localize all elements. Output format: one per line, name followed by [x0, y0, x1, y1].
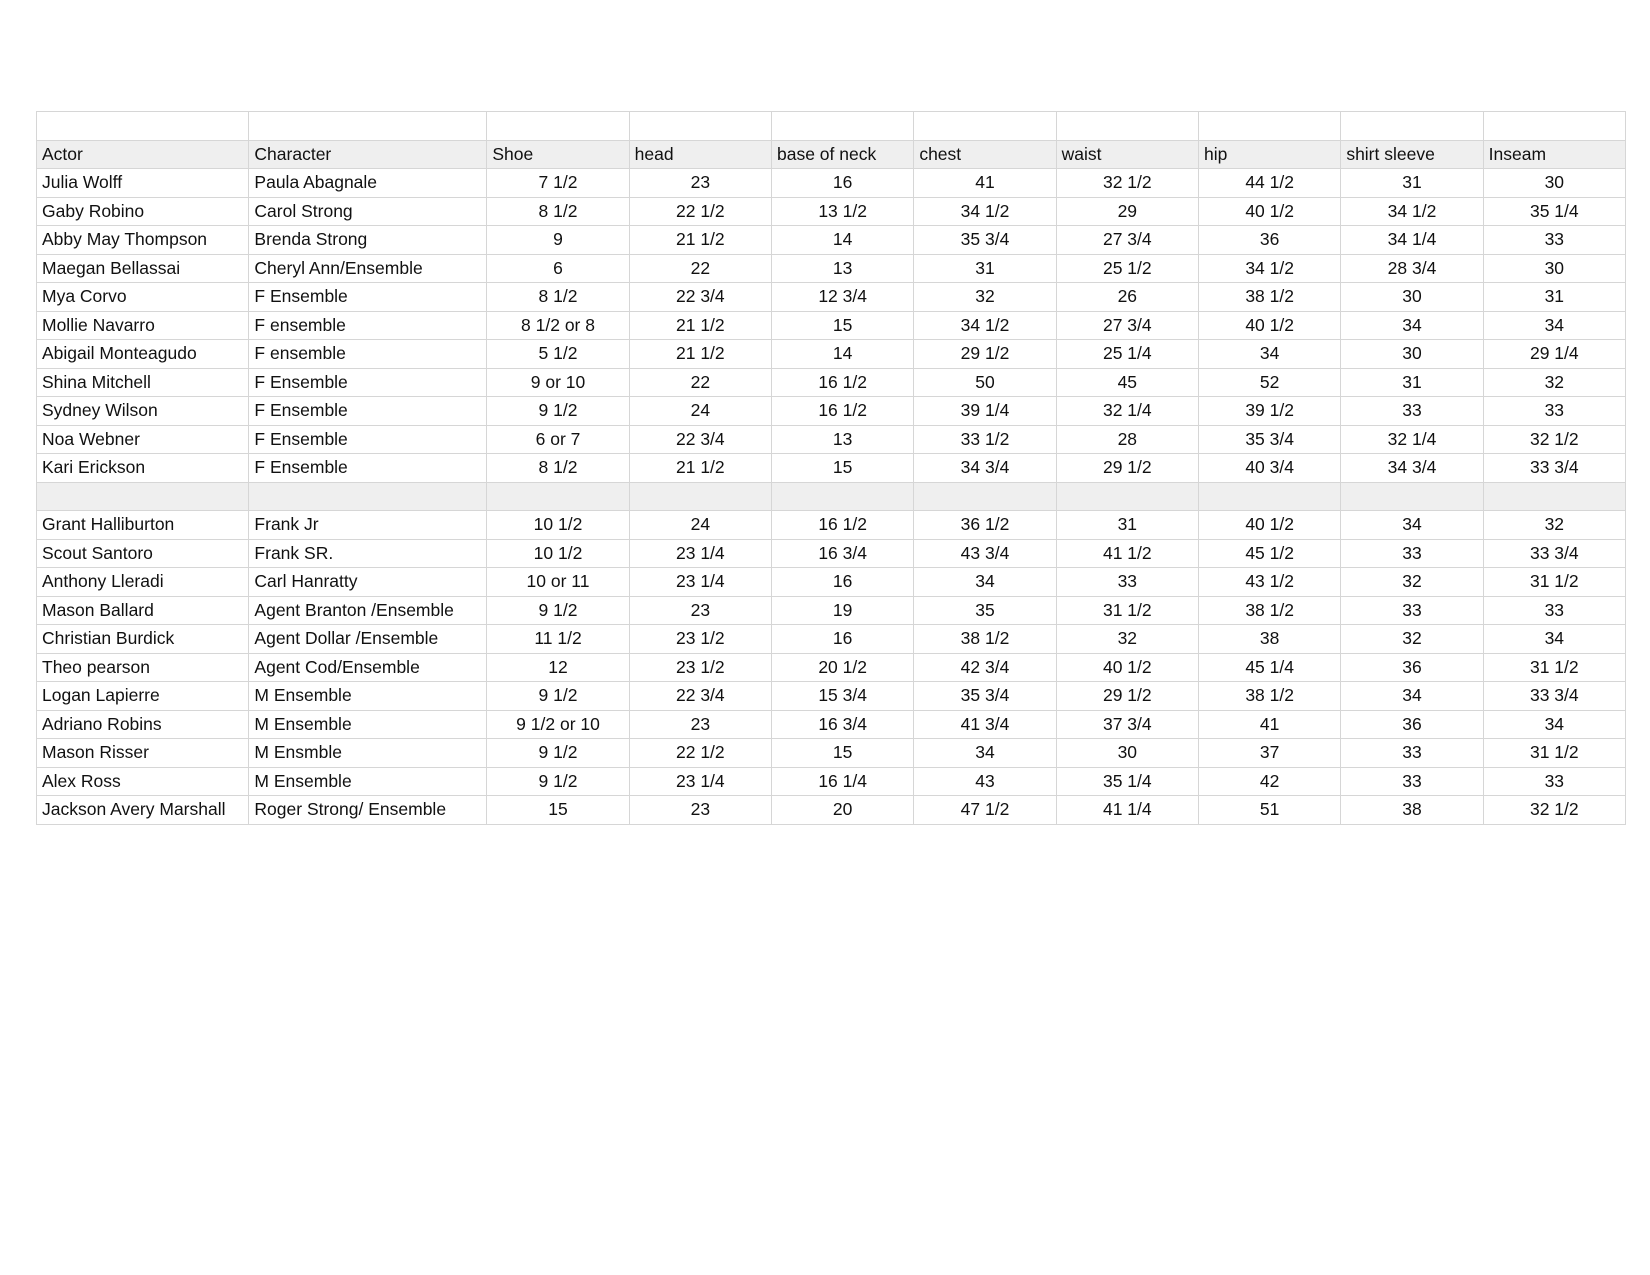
cell-character[interactable]: M Ensmble — [249, 739, 487, 768]
cell-waist[interactable]: 25 1/4 — [1056, 340, 1198, 369]
cell-chest[interactable]: 32 — [914, 283, 1056, 312]
cell-character[interactable]: Agent Branton /Ensemble — [249, 596, 487, 625]
cell-shoe[interactable]: 9 or 10 — [487, 368, 629, 397]
cell-head[interactable]: 23 — [629, 796, 771, 825]
cell-base-of-neck[interactable]: 16 1/2 — [772, 368, 914, 397]
cell-inseam[interactable]: 30 — [1483, 254, 1625, 283]
cell-base-of-neck[interactable]: 15 — [772, 311, 914, 340]
cell-actor[interactable]: Sydney Wilson — [37, 397, 249, 426]
cell-waist[interactable]: 31 — [1056, 511, 1198, 540]
cell-inseam[interactable]: 35 1/4 — [1483, 197, 1625, 226]
column-header[interactable]: hip — [1198, 140, 1340, 169]
table-row — [37, 197, 1626, 226]
cell-hip[interactable]: 44 1/2 — [1198, 169, 1340, 198]
empty-cell[interactable] — [1341, 482, 1483, 511]
cell-actor[interactable]: Kari Erickson — [37, 454, 249, 483]
column-header[interactable]: Shoe — [487, 140, 629, 169]
empty-cell[interactable] — [772, 482, 914, 511]
cell-chest[interactable]: 36 1/2 — [914, 511, 1056, 540]
cell-shirt-sleeve[interactable]: 31 — [1341, 368, 1483, 397]
cell-base-of-neck[interactable]: 16 1/4 — [772, 767, 914, 796]
cell-shirt-sleeve[interactable]: 33 — [1341, 739, 1483, 768]
cell-character[interactable]: Paula Abagnale — [249, 169, 487, 198]
cell-shirt-sleeve[interactable]: 36 — [1341, 710, 1483, 739]
cell-shirt-sleeve[interactable]: 33 — [1341, 397, 1483, 426]
cell-shirt-sleeve[interactable]: 36 — [1341, 653, 1483, 682]
table-row — [37, 311, 1626, 340]
cell-head[interactable]: 23 — [629, 596, 771, 625]
cell-waist[interactable]: 32 — [1056, 625, 1198, 654]
cell-shoe[interactable]: 9 1/2 — [487, 739, 629, 768]
cell-character[interactable]: Brenda Strong — [249, 226, 487, 255]
cell-chest[interactable]: 34 — [914, 568, 1056, 597]
cell-head[interactable]: 22 3/4 — [629, 283, 771, 312]
cell-base-of-neck[interactable]: 20 1/2 — [772, 653, 914, 682]
cell-inseam[interactable]: 31 1/2 — [1483, 739, 1625, 768]
cell-waist[interactable]: 40 1/2 — [1056, 653, 1198, 682]
cell-shoe[interactable]: 6 — [487, 254, 629, 283]
empty-cell[interactable] — [487, 112, 629, 141]
cell-character[interactable]: Frank Jr — [249, 511, 487, 540]
cell-shoe[interactable]: 6 or 7 — [487, 425, 629, 454]
cell-waist[interactable]: 25 1/2 — [1056, 254, 1198, 283]
column-header[interactable]: base of neck — [772, 140, 914, 169]
cell-inseam[interactable]: 33 — [1483, 596, 1625, 625]
cell-hip[interactable]: 38 1/2 — [1198, 682, 1340, 711]
cell-waist[interactable]: 27 3/4 — [1056, 311, 1198, 340]
separator-row — [37, 482, 1626, 511]
cell-shirt-sleeve[interactable]: 30 — [1341, 340, 1483, 369]
cell-shoe[interactable]: 10 1/2 — [487, 511, 629, 540]
cell-shirt-sleeve[interactable]: 28 3/4 — [1341, 254, 1483, 283]
cell-actor[interactable]: Christian Burdick — [37, 625, 249, 654]
cell-base-of-neck[interactable]: 13 1/2 — [772, 197, 914, 226]
cell-actor[interactable]: Abigail Monteagudo — [37, 340, 249, 369]
empty-cell[interactable] — [914, 482, 1056, 511]
cell-base-of-neck[interactable]: 16 — [772, 169, 914, 198]
cell-base-of-neck[interactable]: 15 — [772, 454, 914, 483]
cell-chest[interactable]: 35 — [914, 596, 1056, 625]
cell-shirt-sleeve[interactable]: 38 — [1341, 796, 1483, 825]
table-row — [37, 596, 1626, 625]
cell-head[interactable]: 22 3/4 — [629, 682, 771, 711]
cell-inseam[interactable]: 32 1/2 — [1483, 425, 1625, 454]
cell-waist[interactable]: 29 1/2 — [1056, 682, 1198, 711]
cell-shirt-sleeve[interactable]: 31 — [1341, 169, 1483, 198]
empty-cell[interactable] — [1341, 112, 1483, 141]
cell-character[interactable]: F Ensemble — [249, 283, 487, 312]
cell-inseam[interactable]: 31 — [1483, 283, 1625, 312]
cell-base-of-neck[interactable]: 13 — [772, 425, 914, 454]
cell-actor[interactable]: Shina Mitchell — [37, 368, 249, 397]
table-row — [37, 397, 1626, 426]
cell-shirt-sleeve[interactable]: 34 1/4 — [1341, 226, 1483, 255]
cell-actor[interactable]: Mason Risser — [37, 739, 249, 768]
cell-actor[interactable]: Adriano Robins — [37, 710, 249, 739]
cell-head[interactable]: 23 1/4 — [629, 539, 771, 568]
cell-inseam[interactable]: 33 3/4 — [1483, 682, 1625, 711]
cell-base-of-neck[interactable]: 12 3/4 — [772, 283, 914, 312]
cell-actor[interactable]: Scout Santoro — [37, 539, 249, 568]
table-row — [37, 767, 1626, 796]
cell-head[interactable]: 21 1/2 — [629, 311, 771, 340]
cell-waist[interactable]: 32 1/4 — [1056, 397, 1198, 426]
cell-hip[interactable]: 35 3/4 — [1198, 425, 1340, 454]
cell-actor[interactable]: Mason Ballard — [37, 596, 249, 625]
empty-cell[interactable] — [914, 112, 1056, 141]
cell-head[interactable]: 23 1/4 — [629, 568, 771, 597]
cell-base-of-neck[interactable]: 15 3/4 — [772, 682, 914, 711]
cell-head[interactable]: 23 1/2 — [629, 625, 771, 654]
column-header[interactable]: waist — [1056, 140, 1198, 169]
cell-head[interactable]: 23 — [629, 710, 771, 739]
cell-base-of-neck[interactable]: 16 — [772, 568, 914, 597]
cell-shoe[interactable]: 9 1/2 — [487, 397, 629, 426]
table-row — [37, 283, 1626, 312]
cell-character[interactable]: Carol Strong — [249, 197, 487, 226]
cell-character[interactable]: M Ensemble — [249, 767, 487, 796]
cell-shirt-sleeve[interactable]: 30 — [1341, 283, 1483, 312]
cell-actor[interactable]: Alex Ross — [37, 767, 249, 796]
cell-hip[interactable]: 37 — [1198, 739, 1340, 768]
cell-base-of-neck[interactable]: 16 3/4 — [772, 710, 914, 739]
cell-character[interactable]: M Ensemble — [249, 710, 487, 739]
cell-head[interactable]: 23 — [629, 169, 771, 198]
cell-shoe[interactable]: 8 1/2 — [487, 197, 629, 226]
cell-actor[interactable]: Gaby Robino — [37, 197, 249, 226]
cell-hip[interactable]: 38 1/2 — [1198, 596, 1340, 625]
cell-hip[interactable]: 41 — [1198, 710, 1340, 739]
cell-chest[interactable]: 34 3/4 — [914, 454, 1056, 483]
cell-hip[interactable]: 40 1/2 — [1198, 511, 1340, 540]
empty-cell[interactable] — [487, 482, 629, 511]
cell-waist[interactable]: 31 1/2 — [1056, 596, 1198, 625]
cell-inseam[interactable]: 32 1/2 — [1483, 796, 1625, 825]
empty-cell[interactable] — [629, 482, 771, 511]
cell-base-of-neck[interactable]: 14 — [772, 340, 914, 369]
cell-inseam[interactable]: 33 3/4 — [1483, 454, 1625, 483]
cell-shoe[interactable]: 5 1/2 — [487, 340, 629, 369]
cell-chest[interactable]: 35 3/4 — [914, 682, 1056, 711]
cell-chest[interactable]: 42 3/4 — [914, 653, 1056, 682]
empty-cell[interactable] — [1483, 482, 1625, 511]
cell-shirt-sleeve[interactable]: 32 — [1341, 568, 1483, 597]
cell-hip[interactable]: 45 1/4 — [1198, 653, 1340, 682]
cell-hip[interactable]: 39 1/2 — [1198, 397, 1340, 426]
cell-waist[interactable]: 33 — [1056, 568, 1198, 597]
cell-actor[interactable]: Abby May Thompson — [37, 226, 249, 255]
empty-cell[interactable] — [249, 112, 487, 141]
table-row — [37, 454, 1626, 483]
cell-shoe[interactable]: 15 — [487, 796, 629, 825]
cell-head[interactable]: 22 1/2 — [629, 739, 771, 768]
table-row — [37, 539, 1626, 568]
cell-shoe[interactable]: 9 — [487, 226, 629, 255]
cell-inseam[interactable]: 32 — [1483, 511, 1625, 540]
cell-actor[interactable]: Logan Lapierre — [37, 682, 249, 711]
cell-inseam[interactable]: 33 — [1483, 767, 1625, 796]
table-row — [37, 511, 1626, 540]
cell-hip[interactable]: 40 1/2 — [1198, 311, 1340, 340]
cell-head[interactable]: 22 3/4 — [629, 425, 771, 454]
cell-chest[interactable]: 38 1/2 — [914, 625, 1056, 654]
empty-cell[interactable] — [1056, 482, 1198, 511]
cell-waist[interactable]: 28 — [1056, 425, 1198, 454]
cell-hip[interactable]: 43 1/2 — [1198, 568, 1340, 597]
cell-shoe[interactable]: 12 — [487, 653, 629, 682]
cell-base-of-neck[interactable]: 13 — [772, 254, 914, 283]
cell-character[interactable]: Agent Cod/Ensemble — [249, 653, 487, 682]
cell-shirt-sleeve[interactable]: 34 1/2 — [1341, 197, 1483, 226]
empty-cell[interactable] — [772, 112, 914, 141]
cell-chest[interactable]: 43 — [914, 767, 1056, 796]
cell-actor[interactable]: Mya Corvo — [37, 283, 249, 312]
cell-head[interactable]: 24 — [629, 397, 771, 426]
cell-inseam[interactable]: 31 1/2 — [1483, 653, 1625, 682]
empty-cell[interactable] — [1056, 112, 1198, 141]
empty-cell[interactable] — [1198, 482, 1340, 511]
cell-base-of-neck[interactable]: 15 — [772, 739, 914, 768]
cell-hip[interactable]: 38 1/2 — [1198, 283, 1340, 312]
cell-chest[interactable]: 39 1/4 — [914, 397, 1056, 426]
table-row — [37, 254, 1626, 283]
cell-shirt-sleeve[interactable]: 33 — [1341, 596, 1483, 625]
table-row — [37, 425, 1626, 454]
cell-inseam[interactable]: 30 — [1483, 169, 1625, 198]
cell-character[interactable]: F Ensemble — [249, 397, 487, 426]
column-header[interactable]: shirt sleeve — [1341, 140, 1483, 169]
table-row — [37, 739, 1626, 768]
cell-waist[interactable]: 37 3/4 — [1056, 710, 1198, 739]
cell-hip[interactable]: 40 1/2 — [1198, 197, 1340, 226]
cell-chest[interactable]: 47 1/2 — [914, 796, 1056, 825]
cell-shirt-sleeve[interactable]: 34 — [1341, 311, 1483, 340]
empty-cell[interactable] — [1198, 112, 1340, 141]
cell-head[interactable]: 21 1/2 — [629, 340, 771, 369]
cell-base-of-neck[interactable]: 19 — [772, 596, 914, 625]
column-header[interactable]: chest — [914, 140, 1056, 169]
cell-shirt-sleeve[interactable]: 33 — [1341, 767, 1483, 796]
cell-hip[interactable]: 52 — [1198, 368, 1340, 397]
cell-character[interactable]: M Ensemble — [249, 682, 487, 711]
cell-shoe[interactable]: 10 or 11 — [487, 568, 629, 597]
empty-cell[interactable] — [1483, 112, 1625, 141]
cell-head[interactable]: 21 1/2 — [629, 226, 771, 255]
cell-shoe[interactable]: 8 1/2 — [487, 454, 629, 483]
cell-base-of-neck[interactable]: 14 — [772, 226, 914, 255]
cell-actor[interactable]: Anthony Lleradi — [37, 568, 249, 597]
cell-character[interactable]: F ensemble — [249, 311, 487, 340]
cell-shoe[interactable]: 11 1/2 — [487, 625, 629, 654]
cell-hip[interactable]: 38 — [1198, 625, 1340, 654]
cell-actor[interactable]: Grant Halliburton — [37, 511, 249, 540]
table-row — [37, 625, 1626, 654]
cell-inseam[interactable]: 34 — [1483, 311, 1625, 340]
cell-base-of-neck[interactable]: 16 1/2 — [772, 511, 914, 540]
cell-actor[interactable]: Mollie Navarro — [37, 311, 249, 340]
cell-head[interactable]: 22 1/2 — [629, 197, 771, 226]
cell-waist[interactable]: 27 3/4 — [1056, 226, 1198, 255]
cell-actor[interactable]: Theo pearson — [37, 653, 249, 682]
cell-shirt-sleeve[interactable]: 33 — [1341, 539, 1483, 568]
cell-chest[interactable]: 43 3/4 — [914, 539, 1056, 568]
cell-hip[interactable]: 51 — [1198, 796, 1340, 825]
cell-shoe[interactable]: 8 1/2 — [487, 283, 629, 312]
table-row — [37, 368, 1626, 397]
cell-character[interactable]: Carl Hanratty — [249, 568, 487, 597]
cell-shoe[interactable]: 7 1/2 — [487, 169, 629, 198]
cell-actor[interactable]: Jackson Avery Marshall — [37, 796, 249, 825]
cell-base-of-neck[interactable]: 16 3/4 — [772, 539, 914, 568]
cell-character[interactable]: F Ensemble — [249, 454, 487, 483]
cell-inseam[interactable]: 32 — [1483, 368, 1625, 397]
empty-cell[interactable] — [37, 112, 249, 141]
column-header[interactable]: Inseam — [1483, 140, 1625, 169]
cell-character[interactable]: Cheryl Ann/Ensemble — [249, 254, 487, 283]
cell-head[interactable]: 22 — [629, 254, 771, 283]
cell-character[interactable]: F Ensemble — [249, 368, 487, 397]
cell-chest[interactable]: 35 3/4 — [914, 226, 1056, 255]
cell-chest[interactable]: 50 — [914, 368, 1056, 397]
cell-inseam[interactable]: 31 1/2 — [1483, 568, 1625, 597]
table-row — [37, 653, 1626, 682]
cell-actor[interactable]: Noa Webner — [37, 425, 249, 454]
cell-shoe[interactable]: 9 1/2 — [487, 596, 629, 625]
table-row — [37, 226, 1626, 255]
cell-actor[interactable]: Maegan Bellassai — [37, 254, 249, 283]
column-header[interactable]: Character — [249, 140, 487, 169]
cell-shirt-sleeve[interactable]: 32 1/4 — [1341, 425, 1483, 454]
cell-hip[interactable]: 40 3/4 — [1198, 454, 1340, 483]
cell-head[interactable]: 21 1/2 — [629, 454, 771, 483]
cell-inseam[interactable]: 34 — [1483, 710, 1625, 739]
cell-hip[interactable]: 45 1/2 — [1198, 539, 1340, 568]
table-row — [37, 682, 1626, 711]
measurements-table — [36, 111, 1626, 825]
cell-character[interactable]: F Ensemble — [249, 425, 487, 454]
table-row — [37, 169, 1626, 198]
cell-waist[interactable]: 41 1/2 — [1056, 539, 1198, 568]
empty-cell[interactable] — [629, 112, 771, 141]
cell-chest[interactable]: 33 1/2 — [914, 425, 1056, 454]
cell-head[interactable]: 23 1/2 — [629, 653, 771, 682]
cell-head[interactable]: 22 — [629, 368, 771, 397]
cell-shoe[interactable]: 10 1/2 — [487, 539, 629, 568]
cell-shirt-sleeve[interactable]: 34 3/4 — [1341, 454, 1483, 483]
cell-inseam[interactable]: 34 — [1483, 625, 1625, 654]
header-row — [37, 140, 1626, 169]
cell-hip[interactable]: 34 1/2 — [1198, 254, 1340, 283]
cell-waist[interactable]: 32 1/2 — [1056, 169, 1198, 198]
cell-waist[interactable]: 45 — [1056, 368, 1198, 397]
cell-waist[interactable]: 30 — [1056, 739, 1198, 768]
cell-character[interactable]: F ensemble — [249, 340, 487, 369]
cell-base-of-neck[interactable]: 16 — [772, 625, 914, 654]
cell-actor[interactable]: Julia Wolff — [37, 169, 249, 198]
cell-waist[interactable]: 41 1/4 — [1056, 796, 1198, 825]
cell-head[interactable]: 23 1/4 — [629, 767, 771, 796]
table-row — [37, 710, 1626, 739]
cell-waist[interactable]: 26 — [1056, 283, 1198, 312]
table-row — [37, 568, 1626, 597]
cell-waist[interactable]: 29 1/2 — [1056, 454, 1198, 483]
cell-chest[interactable]: 41 — [914, 169, 1056, 198]
cell-shirt-sleeve[interactable]: 34 — [1341, 511, 1483, 540]
cell-inseam[interactable]: 33 3/4 — [1483, 539, 1625, 568]
column-header[interactable]: Actor — [37, 140, 249, 169]
cell-shirt-sleeve[interactable]: 34 — [1341, 682, 1483, 711]
cell-inseam[interactable]: 33 — [1483, 397, 1625, 426]
cell-shoe[interactable]: 9 1/2 — [487, 767, 629, 796]
cell-shoe[interactable]: 9 1/2 or 10 — [487, 710, 629, 739]
cell-character[interactable]: Frank SR. — [249, 539, 487, 568]
cell-hip[interactable]: 42 — [1198, 767, 1340, 796]
column-header[interactable]: head — [629, 140, 771, 169]
cell-chest[interactable]: 29 1/2 — [914, 340, 1056, 369]
cell-chest[interactable]: 34 — [914, 739, 1056, 768]
cell-inseam[interactable]: 29 1/4 — [1483, 340, 1625, 369]
cell-waist[interactable]: 35 1/4 — [1056, 767, 1198, 796]
cell-chest[interactable]: 34 1/2 — [914, 197, 1056, 226]
cell-shoe[interactable]: 9 1/2 — [487, 682, 629, 711]
table-row — [37, 340, 1626, 369]
cell-head[interactable]: 24 — [629, 511, 771, 540]
cell-chest[interactable]: 41 3/4 — [914, 710, 1056, 739]
empty-row — [37, 112, 1626, 141]
cell-chest[interactable]: 31 — [914, 254, 1056, 283]
cell-base-of-neck[interactable]: 20 — [772, 796, 914, 825]
empty-cell[interactable] — [37, 482, 249, 511]
table-row — [37, 796, 1626, 825]
cell-inseam[interactable]: 33 — [1483, 226, 1625, 255]
cell-hip[interactable]: 34 — [1198, 340, 1340, 369]
cell-character[interactable]: Roger Strong/ Ensemble — [249, 796, 487, 825]
cell-character[interactable]: Agent Dollar /Ensemble — [249, 625, 487, 654]
empty-cell[interactable] — [249, 482, 487, 511]
cell-chest[interactable]: 34 1/2 — [914, 311, 1056, 340]
cell-shirt-sleeve[interactable]: 32 — [1341, 625, 1483, 654]
cell-shoe[interactable]: 8 1/2 or 8 — [487, 311, 629, 340]
cell-hip[interactable]: 36 — [1198, 226, 1340, 255]
cell-base-of-neck[interactable]: 16 1/2 — [772, 397, 914, 426]
cell-waist[interactable]: 29 — [1056, 197, 1198, 226]
